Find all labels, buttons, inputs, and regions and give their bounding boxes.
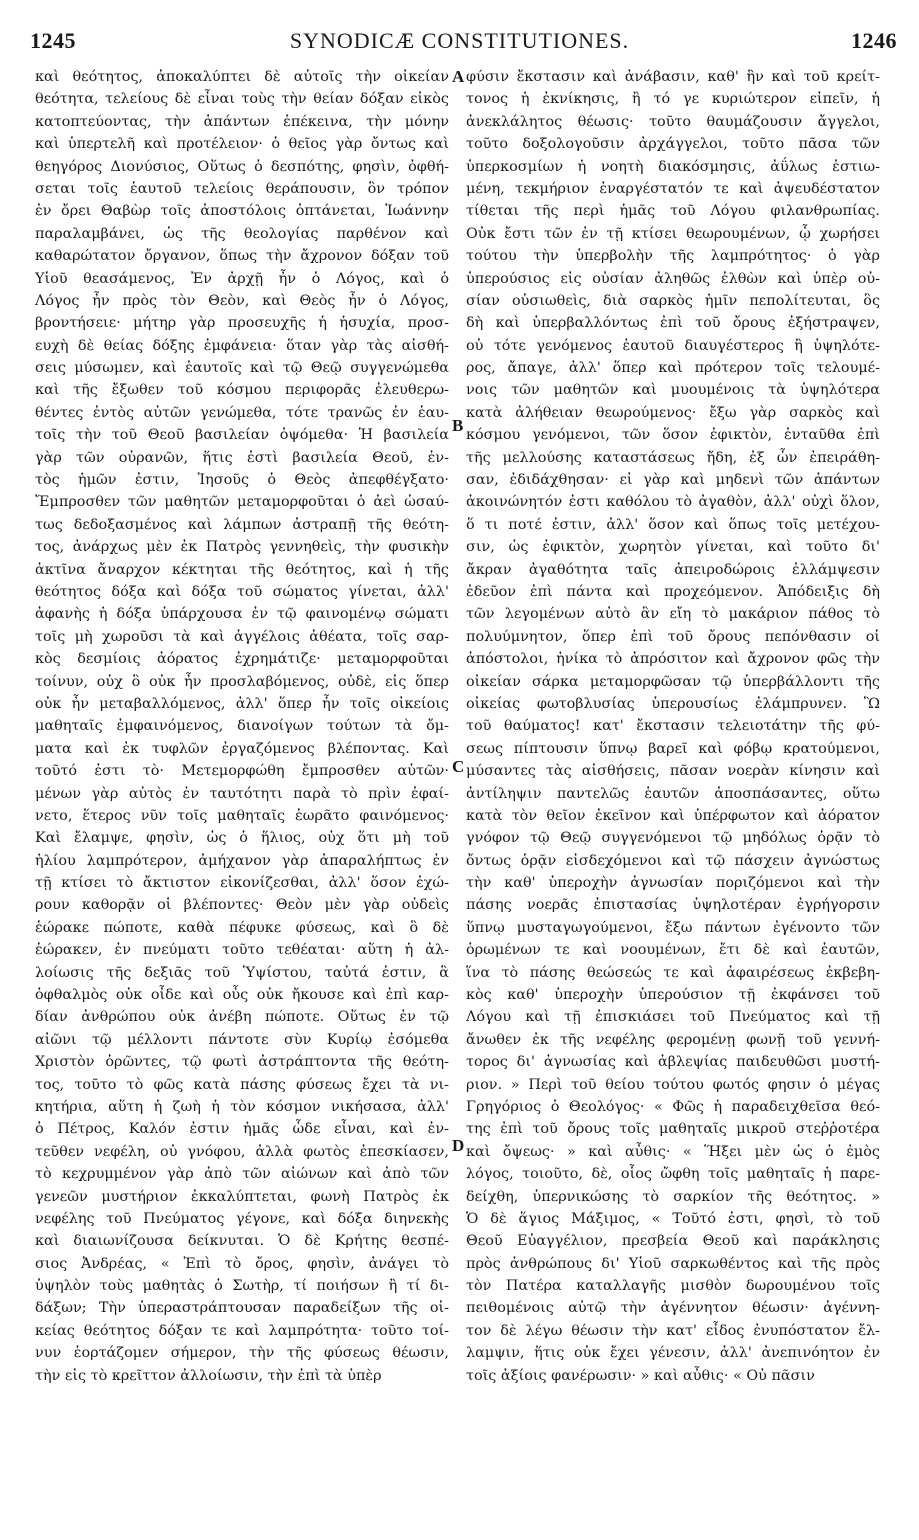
text-line: λαμψιν, ἥτις οὐκ ἔχει γένεσιν, ἀλλ' ἀνεπινόητον ἐν — [466, 1345, 880, 1362]
text-line: Λόγου καὶ τῇ ἐπισκιάσει τοῦ Πνεύματος καὶ τῇ — [466, 1009, 880, 1026]
text-line: οἰκείας φωτοβλυσίας ὑπερουσίως ἐλάμπρυνεν. Ὢ — [466, 695, 880, 712]
text-line: κείας θεότητος δόξαν τε καὶ λαμπρότητα· τοῦτο τοί- — [35, 1322, 449, 1339]
text-line: ρουν καθορᾷν οἱ βλέποντες· Θεὸν μὲν γὰρ οὐδεὶς — [35, 897, 449, 914]
text-line: Ὁ δὲ ἅγιος Μάξιμος, « Τοῦτό ἐστι, φησὶ, τὸ τοῦ — [466, 1210, 880, 1227]
text-line: τοῖς ἀξίοις φανέρωσιν· » καὶ αὖθις· « Οὐ πᾶσιν — [466, 1367, 815, 1384]
text-line: τῆς μελλούσης καταστάσεως ἤδη, ἐξ ὧν ἐπειράθη- — [466, 449, 880, 466]
text-line: κὸς δεσμίοις ἀόρατος ἐχρημάτιζε· μεταμορφοῦται — [35, 651, 449, 668]
text-line: τος, ἀνάρχως μὲν ἐκ Πατρὸς γεννηθεὶς, τὴν φυσικὴν — [35, 539, 449, 556]
text-line: ὕπνῳ μυσταγωγούμενοι, ἔξω πάντων ἐγένοντο τῶν — [466, 919, 880, 936]
text-line: ἀκοινώνητόν ἐστι καθόλου τὸ ἀγαθὸν, ἀλλ' οὐχὶ ὅλον, — [466, 494, 880, 511]
text-line: τορος δι' ἀγνωσίας καὶ ἀβλεψίας παιδευθῶσι μυστή- — [466, 1054, 880, 1071]
text-line: κατὰ τὸν θεῖον ἐκεῖνον καὶ ὑπέρφωτον καὶ ἀόρατον — [466, 807, 880, 824]
text-line: ὅ τι ποτέ ἐστιν, ἀλλ' ὅσον καὶ ὅπως τοῖς μετέχου- — [466, 516, 880, 533]
text-line: θεότητος δόξα καὶ δόξα τοῦ σώματος γίνεται, ἀλλ' — [35, 583, 449, 600]
text-line: πειθομένοις αὐτῷ τὴν ἀγέννητον θέωσιν· ἀγέννη- — [466, 1300, 880, 1317]
text-line: καὶ τῆς ἔξωθεν τοῦ κόσμου περιφορᾶς ἐλευθερω- — [35, 382, 449, 399]
text-line: οὐκ ἦν μεταβαλλόμενος, ἀλλ' ὅπερ ἦν τοῖς οἰκείοις — [35, 695, 449, 712]
text-line: σίαν οὐσιωθεὶς, διὰ σαρκὸς ἡμῖν πεπολίτευται, ὃς — [466, 292, 880, 309]
text-line: γνόφον τῷ Θεῷ συγγενόμενοι τῷ μηδόλως ὁρᾷν τὸ — [466, 830, 880, 847]
running-title: SYNODICÆ CONSTITUTIONES. — [289, 28, 630, 53]
text-line: καὶ θεότητος, ἀποκαλύπτει δὲ αὐτοῖς τὴν οἰκείαν — [35, 69, 449, 85]
text-line: τὴν καθ' ὑπεροχὴν ἀγνωσίαν ποριζόμενοι καὶ τὴν — [466, 875, 880, 892]
text-line: τοίνυν, οὐχ ὃ οὐκ ἦν προσλαβόμενος, οὐδὲ, εἰς ὅπερ — [35, 673, 449, 690]
text-line: Καὶ ἔλαμψε, φησὶν, ὡς ὁ ἥλιος, οὐχ ὅτι μὴ τοῦ — [35, 830, 449, 847]
page-header — [0, 0, 919, 62]
text-line: Χριστὸν ὁρῶντες, τῷ φωτὶ ἀστράπτοντα τῆς θεότη- — [35, 1054, 449, 1071]
text-line: ὄντως ὁρᾷν εἰσδεχόμενοι καὶ τῷ πάσχειν ἀγνώστως — [466, 852, 880, 869]
text-line: νετο, ἕτερος νῦν τοῖς μαθηταῖς ἑωρᾶτο φαινόμενος· — [35, 807, 449, 824]
text-line: ὁ Πέτρος, Καλόν ἐστιν ἡμᾶς ὧδε εἶναι, καὶ ἐν- — [35, 1121, 449, 1138]
text-line: ἐν ὄρει Θαβὼρ τοῖς ἀποστόλοις ὀπτάνεται, Ἰωάννην — [35, 203, 449, 220]
text-line: καὶ διαιωνίζουσα δείκνυται. Ὁ δὲ Κρήτης θεσπέ- — [35, 1233, 449, 1250]
text-line: τοῖς τὴν τοῦ Θεοῦ βασιλείαν ὀψόμεθα· Ἡ βασιλεία — [35, 427, 449, 444]
text-line: μένων γὰρ αὐτὸς ἐν ταυτότητι παρὰ τὸ πρὶν ἐφαί- — [35, 785, 449, 802]
text-line: ἐδεῦον ἐπὶ πάντα καὶ προχεόμενον. Ἀπόδειξις δὴ — [466, 583, 880, 600]
text-line: κόσμου γενόμενοι, τῶν ὅσον ἐφικτὸν, ἐνταῦθα ἐπὶ — [466, 427, 880, 444]
text-line: μύσαντες τὰς αἰσθήσεις, πᾶσαν νοερὰν κίνησιν καὶ — [466, 763, 880, 780]
text-line: κητήρια, αὕτη ἡ ζωὴ ἡ τὸν κόσμον νικήσασα, ἀλλ' — [35, 1098, 449, 1115]
text-line: δάξων; Τὴν ὑπεραστράπτουσαν παραδείξων τῆς οἰ- — [35, 1300, 449, 1317]
text-line: σιος Ἀνδρέας, « Ἐπὶ τὸ ὄρος, φησὶν, ἀνάγει τὸ — [35, 1255, 449, 1272]
section-marker-c: C — [452, 757, 465, 776]
text-line: Θεοῦ Εὐαγγέλιον, πρεσβεία Θεοῦ καὶ παράκλησις — [466, 1233, 880, 1250]
text-line: τῶν λεγομένων αὐτὸ ἂν εἴη τὸ μακάριον πάθος τὸ — [466, 606, 880, 623]
text-line: Οὐκ ἔστι τῶν ἐν τῇ κτίσει θεωρουμένων, ᾧ χωρήσει — [466, 225, 880, 242]
text-line: νοις τῶν μαθητῶν καὶ μυουμένοις τὰ ὑψηλότερα — [466, 382, 880, 399]
text-line: αἰῶνι τῷ μέλλοντι πάντοτε σὺν Κυρίῳ ἐσόμεθα — [35, 1031, 449, 1048]
text-line: ἀκτῖνα ἄναρχον κέκτηται τῆς θεότητος, καὶ ἡ τῆς — [35, 561, 449, 578]
text-line: ρος, ἄπαγε, ἀλλ' ὅπερ καὶ πρότερον τοῖς τελουμέ- — [466, 360, 880, 377]
text-line: τὸ κεχρυμμένον γὰρ ἀπὸ τῶν αἰώνων καὶ ἀπὸ τῶν — [35, 1166, 449, 1183]
text-line: τονος ἡ ἐκνίκησις, ἢ τό γε κυριώτερον εἰπεῖν, ἡ — [466, 91, 880, 108]
text-line: τως δεδοξασμένος καὶ λάμπων ἀστραπῇ τῆς θεότη- — [35, 516, 449, 533]
text-line: καὶ ὄψεως· » καὶ αὖθις· « Ἥξει μὲν ὡς ὁ ἐμὸς — [466, 1143, 880, 1160]
text-line: λοίωσις τῆς δεξιᾶς τοῦ Ὑψίστου, ταὐτά ἐστιν, ἃ — [35, 964, 449, 981]
text-line: τεῦθεν νεφέλη, οὐ γνόφου, ἀλλὰ φωτὸς ἐπεσκίασεν, — [35, 1143, 449, 1160]
text-line: ἵνα τὸ πάσης θεώσεώς τε καὶ ἀφαιρέσεως ἐκβεβη- — [466, 964, 880, 981]
text-line: κατοπτεύοντας, τὴν ἁπάντων ἐπέκεινα, τὴν μόνην — [35, 113, 449, 130]
text-line: λόγος, τοιοῦτο, δὲ, οἷος ὤφθη τοῖς μαθηταῖς ἡ παρε- — [466, 1166, 880, 1183]
text-line: σεως πίπτουσιν ὕπνῳ βαρεῖ καὶ φόβῳ κρατούμενοι, — [466, 740, 880, 757]
text-line: σαν, ἐδιδάχθησαν· εἰ γὰρ καὶ μηδενὶ τῶν ἁπάντων — [466, 472, 880, 489]
text-line: γενεῶν μυστήριον ἐκκαλύπτεται, φωνὴ Πατρὸς ἐκ — [35, 1188, 449, 1205]
text-line: τος, τοῦτο τὸ φῶς κατὰ πάσης φύσεως ἔχει τὰ νι- — [35, 1076, 449, 1093]
text-line: βροντήσειε· μήτηρ γὰρ προσευχῆς ἡ ἡσυχία, προσ- — [35, 315, 449, 332]
text-line: οἰκείαν σάρκα μεταμορφῶσαν τῷ ὑπερβάλλοντι τῆς — [466, 673, 880, 690]
text-line: ἄκραν ἀγαθότητα ταῖς ἀπειροδώροις ἐλλάμψεσιν — [466, 561, 880, 578]
text-line: τῇ κτίσει τὸ ἄκτιστον εἰκονίζεσθαι, ἀλλ' ὅσον ἐχώ- — [35, 875, 449, 892]
text-line: δὴ καὶ ὑπερβαλλόντως ἐπὶ τοῦ ὄρους ἐξήστραψεν, — [466, 315, 880, 332]
page-number-left: 1245 — [30, 28, 76, 53]
text-line: τον δὲ λέγω θέωσιν τὴν κατ' εἶδος ἐνυπόστατον ἔλ- — [466, 1322, 880, 1339]
text-line: τοῦ θαύματος! κατ' ἔκστασιν τελειοτάτην τῆς φύ- — [466, 718, 880, 735]
text-line: σεται τοῖς ἑαυτοῦ τελείοις θεράπουσιν, ὃν τρόπον — [35, 180, 449, 197]
section-marker-d: D — [452, 1136, 465, 1155]
text-line: Ἔμπροσθεν τῶν μαθητῶν μεταμορφοῦται ὁ ἀεὶ ὡσαύ- — [35, 494, 449, 511]
text-line: ἑώρακεν, ἐν πνεύματι τοῦτο τεθέαται· αὕτη ἡ ἀλ- — [35, 942, 449, 959]
text-line: καθαρώτατον ὄργανον, ὅπως τὴν ἄχρονον δόξαν τοῦ — [35, 248, 449, 265]
text-line: δίαν ἀνθρώπου οὐκ ἀνέβη πώποτε. Οὕτως ἐν τῷ — [35, 1009, 449, 1026]
text-line: ἀφανὴς ἡ δόξα ὑπάρχουσα ἐν τῷ φαινομένῳ σώματι — [35, 606, 449, 623]
text-line: ὑπερκοσμίων ἡ νοητὴ διακόσμησις, ἀΰλως ἑστιω- — [466, 158, 880, 175]
text-line: ὁρωμένων τε καὶ νοουμένων, ἔτι δὲ καὶ ἑαυτῶν, — [466, 942, 880, 959]
text-line: της ἐπὶ τοῦ ὄρους τοῖς μαθηταῖς μικροῦ στεῤῥοτέρα — [466, 1121, 880, 1138]
text-line: κὸς καθ' ὑπεροχὴν ὑπερούσιον τῇ ἐκφάνσει τοῦ — [466, 987, 880, 1004]
text-line: πολυύμνητον, ὅπερ ἐπὶ τοῦ ὄρους πεπόνθασιν οἱ — [466, 628, 880, 645]
text-line: ἑώρακε πώποτε, καθὰ πέφυκε φύσεως, καὶ ὃ δὲ — [35, 919, 449, 936]
text-line: ὑπερούσιος εἰς οὐσίαν ἀληθῶς ἐλθὼν καὶ ὑπὲρ οὐ- — [466, 270, 880, 287]
right-column — [466, 66, 880, 1387]
text-line: δείχθη, ὑπερνικώσης τὸ σαρκίον τῆς θεότητος. » — [466, 1188, 880, 1205]
text-line: ἀπόστολοι, ἡνίκα τὸ ἀπρόσιτον καὶ ἄχρονον φῶς τὴν — [466, 651, 880, 668]
text-line: τὴν εἰς τὸ κρεῖττον ἀλλοίωσιν, τὴν ἐπὶ τὰ ὑπὲρ — [35, 1367, 382, 1384]
text-line: ὀφθαλμὸς οὐκ οἶδε καὶ οὖς οὐκ ἤκουσε καὶ ἐπὶ καρ- — [35, 987, 449, 1004]
text-line: τίθεται τῆς περὶ ἡμᾶς τοῦ Λόγου φιλανθρωπίας. — [466, 203, 880, 220]
text-line: παραλαμβάνει, ὡς τῆς θεολογίας παρθένον καὶ — [35, 225, 449, 242]
text-line: τὸν Πατέρα καταλλαγῆς μισθὸν δωρουμένου τοῖς — [466, 1278, 880, 1295]
text-line: τοῖς μὴ χωροῦσι τὰ καὶ ἀγγέλοις ἀθέατα, τοῖς σαρ- — [35, 628, 449, 645]
text-line: τοῦτό ἐστι τὸ· Μετεμορφώθη ἔμπροσθεν αὐτῶν· — [35, 763, 449, 780]
text-line: νυν ἑορτάζομεν σήμερον, τὴν τῆς φύσεως θέωσιν, — [35, 1345, 449, 1362]
text-line: καὶ ὑπερτελῆ καὶ προτέλειον· ὁ θεῖος γὰρ ὄντως καὶ — [35, 136, 449, 153]
text-line: φύσιν ἔκστασιν καὶ ἀνάβασιν, καθ' ἣν καὶ τοῦ κρείτ- — [466, 69, 880, 85]
text-line: ἄνωθεν ἐκ τῆς νεφέλης φερομένῃ φωνῇ τοῦ γεννή- — [466, 1031, 880, 1048]
section-marker-b: B — [452, 416, 464, 435]
text-line: τὸς ἡμῶν ἐστιν, Ἰησοῦς ὁ Θεὸς ἀπεφθέγξατο· — [35, 472, 449, 489]
text-line: θέντες ἐντὸς αὐτῶν γενώμεθα, τότε τρανῶς ἐν ἑαυ- — [35, 404, 449, 421]
text-line: πρὸς ἀνθρώπους δι' Υἱοῦ σαρκωθέντος καὶ τῆς πρὸς — [466, 1255, 880, 1272]
text-line: κατὰ ἀλήθειαν θεωρούμενος· ἔξω γὰρ σαρκὸς καὶ — [466, 404, 880, 421]
text-line: γὰρ τῶν οὐρανῶν, ἥτις ἐστὶ βασιλεία Θεοῦ, ἐν- — [35, 449, 449, 466]
text-line: ἀντίληψιν παντελῶς ἑαυτῶν ἀποσπάσαντες, οὕτω — [466, 785, 880, 802]
text-line: μένη, τεκμήριον ἐναργέστατόν τε καὶ ἀψευδέστατον — [466, 180, 880, 197]
text-line: Λόγος ἦν πρὸς τὸν Θεὸν, καὶ Θεὸς ἦν ὁ Λόγος, — [35, 292, 449, 309]
text-line: ἀνεκλάλητος θέωσις· τοῦτο θαυμάζουσιν ἄγγελοι, — [466, 113, 880, 130]
text-line: Γρηγόριος ὁ Θεολόγος· « Φῶς ἡ παραδειχθεῖσα θεό- — [466, 1098, 880, 1115]
text-line: ματα καὶ ἐκ τυφλῶν ἐργαζόμενος βλέποντας. Καὶ — [35, 740, 449, 757]
text-line: νεφέλης τοῦ Πνεύματος γέγονε, καὶ δόξα διηνεκὴς — [35, 1210, 449, 1227]
text-line: σεις μύσωμεν, καὶ ἑαυτοῖς καὶ τῷ Θεῷ συγγενώμεθα — [35, 360, 449, 377]
text-line: τοῦτο δοξολογοῦσιν ἀρχάγγελοι, τοῦτο πᾶσα τῶν — [466, 136, 880, 153]
text-line: οὐ τότε γενόμενος ἑαυτοῦ διαυγέστερος ἢ ὑψηλότε- — [466, 337, 880, 354]
text-line: Υἱοῦ θεασάμενος, Ἐν ἀρχῇ ἦν ὁ Λόγος, καὶ ὁ — [35, 270, 449, 287]
section-marker-a: A — [452, 67, 465, 86]
text-line: θεηγόρος Διονύσιος, Οὕτως ὁ δεσπότης, φησὶν, ὀφθή- — [35, 158, 449, 175]
text-line: ὑψηλὸν τοὺς μαθητὰς ὁ Σωτὴρ, τί ποιήσων ἢ τί δι- — [35, 1278, 449, 1295]
text-line: πάσης νοερᾶς ἐπιστασίας ὑψηλοτέραν ἐγρήγορσιν — [466, 897, 880, 914]
text-line: μαθηταῖς ἐμφαινόμενος, διανοίγων τούτων τὰ ὄμ- — [35, 718, 449, 735]
text-line: τούτου τὴν ὑπερβολὴν τῆς λαμπρότητος· ὁ γὰρ — [466, 248, 880, 265]
text-line: θεότητα, τελείους δὲ εἶναι τοὺς τὴν θείαν δόξαν εἰκὸς — [35, 91, 449, 108]
left-column — [35, 66, 449, 1387]
text-line: σιν, ὡς ἐφικτὸν, χωρητὸν γίνεται, καὶ τοῦτο δι' — [466, 539, 880, 556]
text-line: ευχὴ δὲ θείας δόξης ἐμφάνεια· ὅταν γὰρ τὰς αἰσθή- — [35, 337, 449, 354]
text-line: ἡλίου λαμπρότερον, ἀμήχανον γὰρ ἀπαραλήπτως ἐν — [35, 852, 449, 869]
page-number-right: 1246 — [851, 28, 897, 53]
text-line: ριον. » Περὶ τοῦ θείου τούτου φωτός φησιν ὁ μέγας — [466, 1076, 880, 1093]
